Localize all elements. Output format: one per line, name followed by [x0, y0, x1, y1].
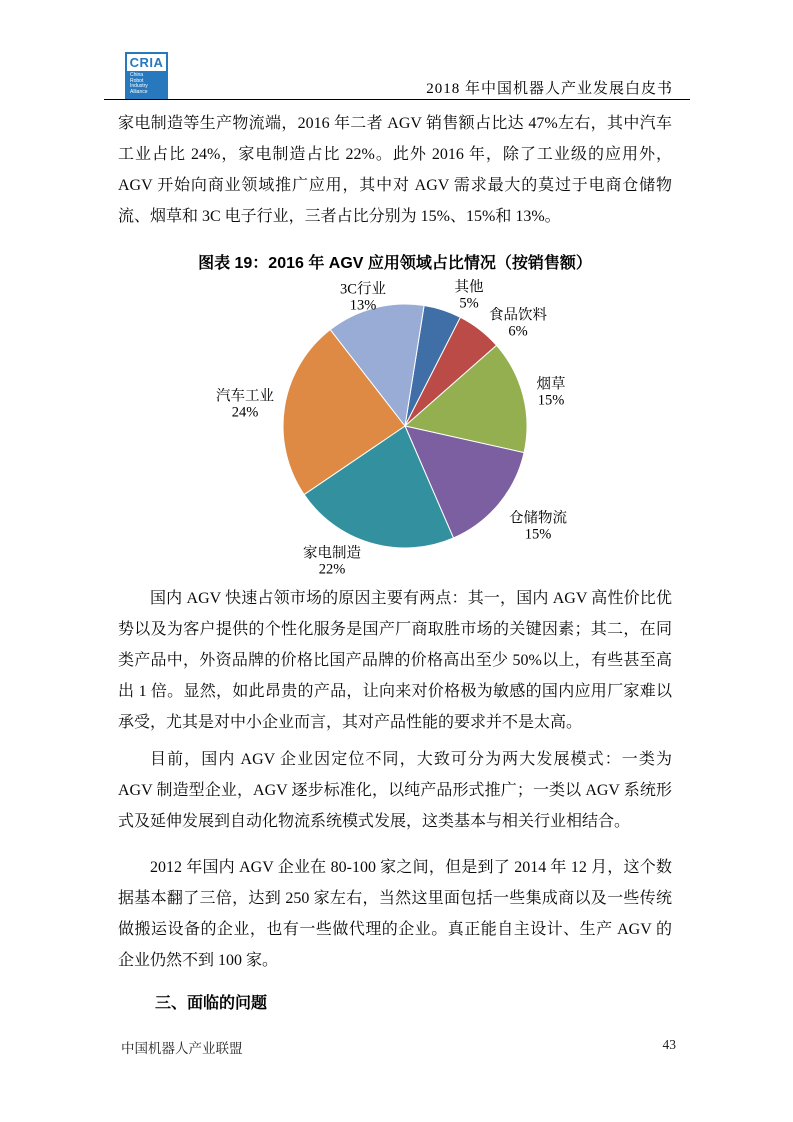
figure-title: 图表 19：2016 年 AGV 应用领域占比情况（按销售额）: [198, 255, 592, 272]
cria-logo-subtext: [127, 71, 166, 98]
logo-line: Industry: [130, 83, 148, 89]
logo-line: China: [130, 72, 144, 78]
header-doc-title: 2018 年中国机器人产业发展白皮书: [426, 81, 673, 97]
logo-line: Alliance: [130, 88, 148, 95]
cria-logo-acronym: CRIA: [129, 55, 164, 70]
paragraph: 家电制造等生产物流端，2016 年二者 AGV 销售额占比达 47%左右，其中汽车工业占比 24%，家电制造占比 22%。此外 2016 年，除了工业级的应用外，AGV 开始向商业领域推广应用，其中对 AGV 需求最大的莫过于电商仓储物流、烟草和 3C 电子行业，三者占比分别为 15%、15%和 13%。: [118, 115, 672, 225]
pie-chart-svg: [118, 276, 672, 582]
paragraph: 目前，国内 AGV 企业因定位不同，大致可分为两大发展模式：一类为 AGV 制造型企业，AGV 逐步标准化，以纯产品形式推广；一类以 AGV 系统形式及延伸发展到自动化物流系统模式发展，这类基本与相关行业相结合。: [118, 751, 672, 830]
footer-organization: 中国机器人产业联盟: [121, 1041, 243, 1056]
pie-label-1: 食品饮料 6%: [489, 307, 547, 339]
logo-line: Robot: [130, 77, 144, 84]
header-divider: [104, 99, 690, 100]
pie-label-4: 家电制造 22%: [303, 545, 361, 577]
pie-label-5: 汽车工业 24%: [216, 388, 274, 420]
section-heading: 三、面临的问题: [155, 995, 268, 1012]
page-content: [118, 108, 672, 1015]
pie-label-2: 烟草 15%: [536, 376, 566, 408]
footer-page-number: 43: [662, 1037, 676, 1052]
paragraph: 国内 AGV 快速占领市场的原因主要有两点：其一，国内 AGV 高性价比优势以及为客户提供的个性化服务是国产厂商取胜市场的关键因素；其二，在同类产品中，外资品牌的价格比国产品牌的价格高出至少 50%以上，有些甚至高出 1 倍。显然，如此昂贵的产品，让向来对价格极为敏感的国内应用厂家难以承受，尤其是对中小企业而言，其对产品性能的要求并不是太高。: [118, 590, 672, 731]
pie-label-6: 3C行业 13%: [340, 281, 386, 313]
cria-logo: [125, 52, 168, 100]
pie-label-3: 仓储物流 15%: [509, 510, 567, 542]
paragraph: 2012 年国内 AGV 企业在 80-100 家之间，但是到了 2014 年 12 月，这个数据基本翻了三倍，达到 250 家左右，当然这里面包括一些集成商以及一些传统做搬运设备的企业，也有一些做代理的企业。真正能自主设计、生产 AGV 的企业仍然不到 100 家。: [118, 859, 672, 969]
pie-chart: [118, 276, 672, 582]
pie-label-0: 其他 5%: [454, 279, 484, 311]
